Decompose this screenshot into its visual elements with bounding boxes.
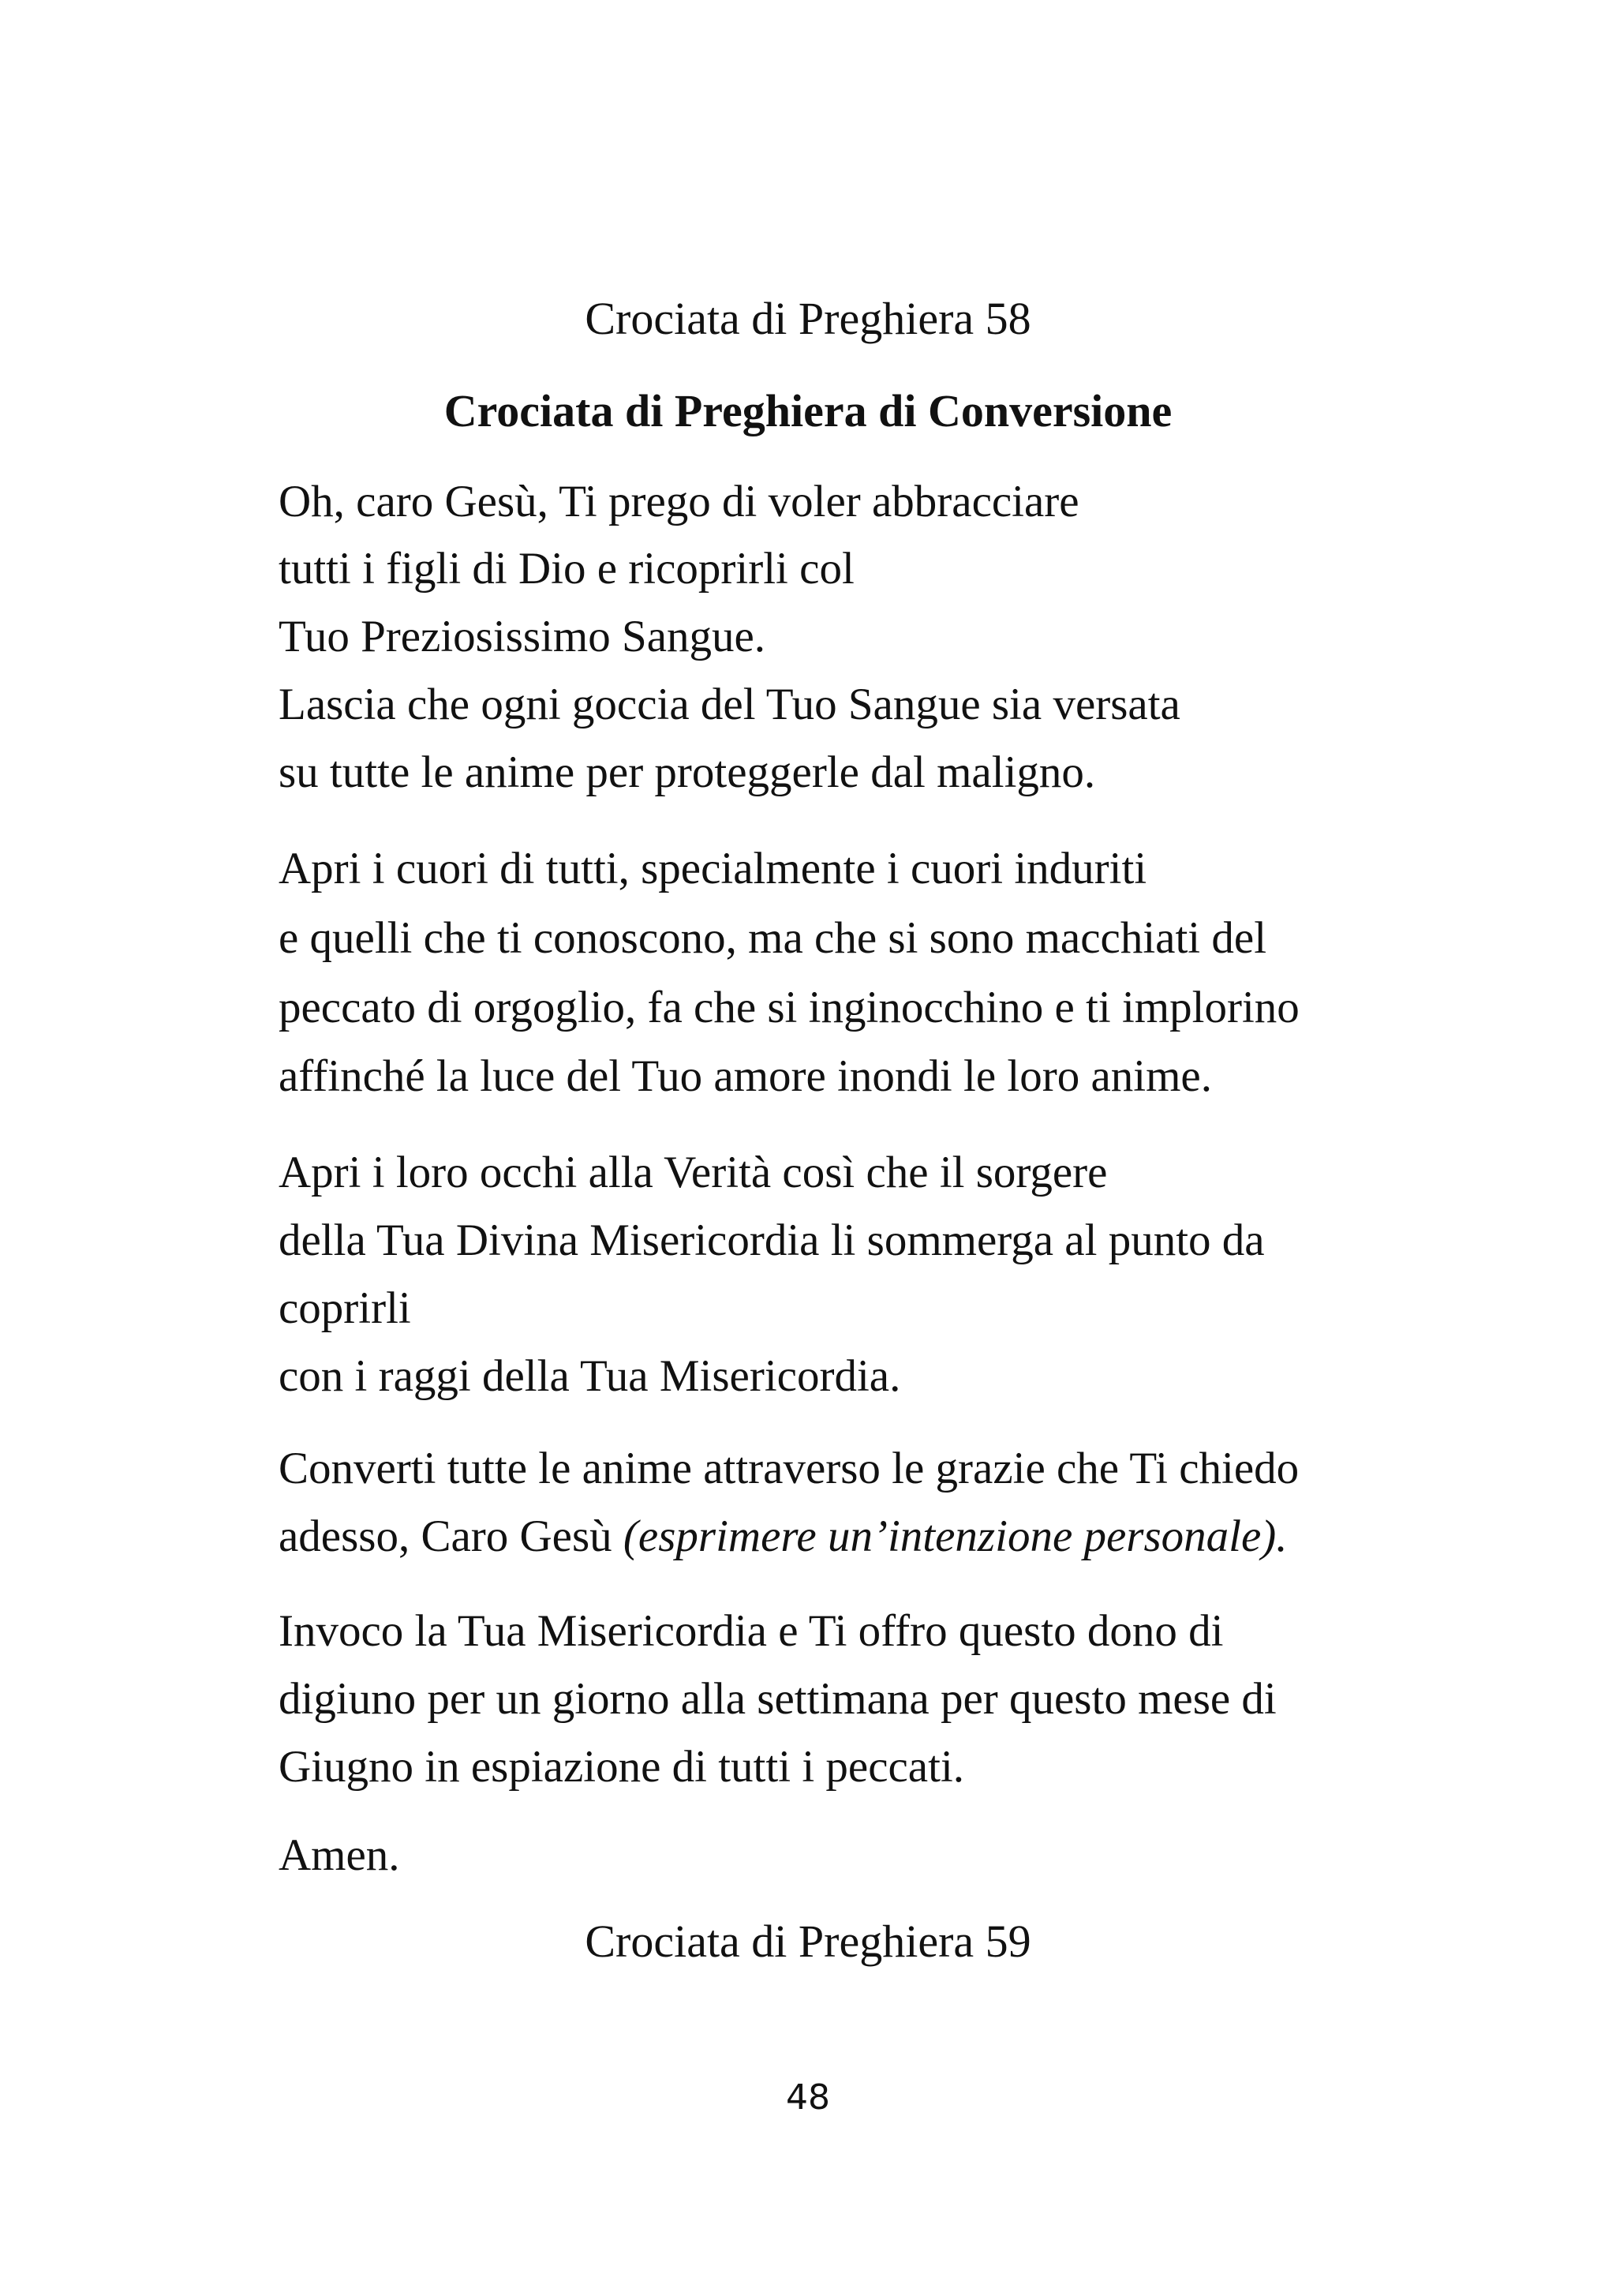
text-line: Apri i loro occhi alla Verità così che il sorgere	[279, 1148, 1108, 1197]
closing-amen: Amen.	[279, 1830, 400, 1880]
italic-instruction: (esprimere un’intenzione personale).	[623, 1511, 1288, 1561]
next-prayer-heading: Crociata di Preghiera 59	[585, 1916, 1031, 1967]
text-line: Oh, caro Gesù, Ti prego di voler abbracciare	[279, 477, 1079, 526]
text-line: digiuno per un giorno alla settimana per questo mese di	[279, 1674, 1277, 1724]
text-line: Giugno in espiazione di tutti i peccati.	[279, 1742, 965, 1792]
prayer-title: Crociata di Preghiera di Conversione	[443, 385, 1173, 436]
text-line: della Tua Divina Misericordia li sommerga al punto da	[279, 1215, 1265, 1265]
text-line: coprirli	[279, 1283, 411, 1333]
line-text: adesso, Caro Gesù	[279, 1511, 623, 1561]
text-line: Converti tutte le anime attraverso le grazie che Ti chiedo	[279, 1444, 1300, 1493]
text-line: su tutte le anime per proteggerle dal maligno.	[279, 747, 1096, 797]
text-line: con i raggi della Tua Misericordia.	[279, 1351, 901, 1401]
page-number: 48	[786, 2077, 830, 2118]
prayer-number-heading: Crociata di Preghiera 58	[585, 293, 1031, 344]
text-line: tutti i figli di Dio e ricoprirli col	[279, 544, 855, 594]
text-line: peccato di orgoglio, fa che si inginocchino e ti implorino	[279, 983, 1300, 1032]
text-line: Tuo Preziosissimo Sangue.	[279, 612, 766, 661]
text-line: e quelli che ti conoscono, ma che si sono macchiati del	[279, 913, 1267, 963]
text-line: Apri i cuori di tutti, specialmente i cuori induriti	[279, 844, 1147, 893]
text-line: Invoco la Tua Misericordia e Ti offro questo dono di	[279, 1606, 1224, 1656]
text-line	[279, 1511, 1288, 1561]
text-line: affinché la luce del Tuo amore inondi le loro anime.	[279, 1051, 1212, 1101]
text-line: Lascia che ogni goccia del Tuo Sangue sia versata	[279, 680, 1180, 729]
